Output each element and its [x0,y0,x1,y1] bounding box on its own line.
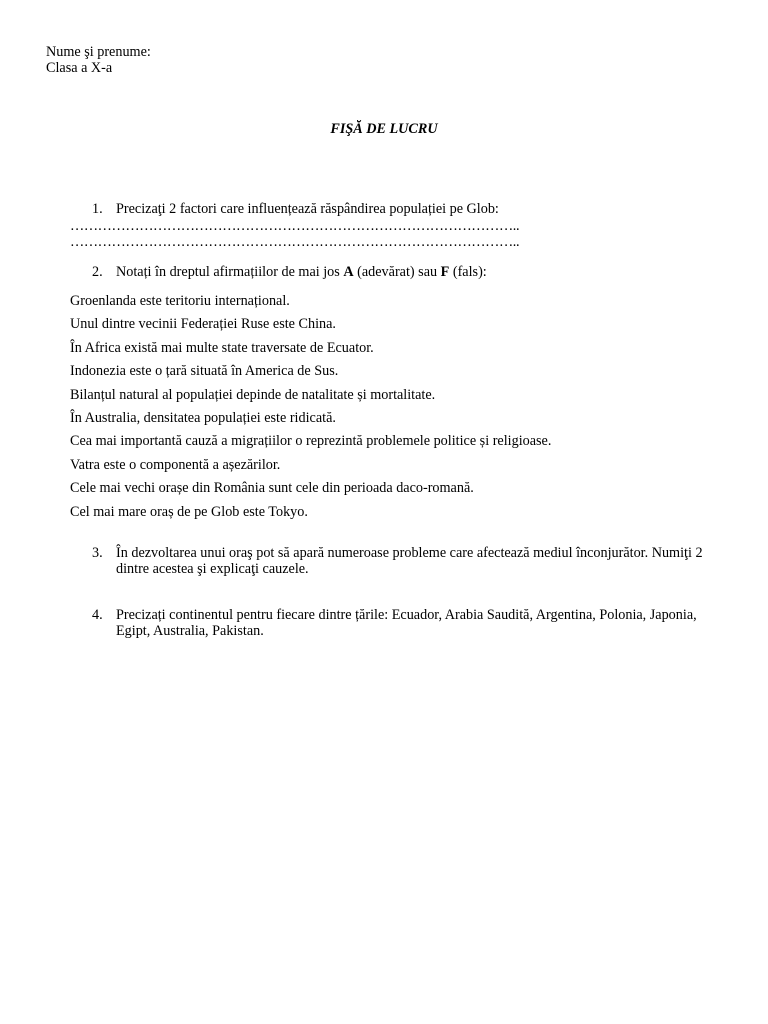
statement-item: În Africa există mai multe state traversate de Ecuator. [70,339,374,356]
question-2-text-after: (fals): [449,264,487,280]
statement-item: Bilanțul natural al populației depinde de natalitate și mortalitate. [70,386,436,403]
statement-item: Indonezia este o țară situată în America de Sus. [70,363,339,380]
question-4-text: Precizați continentul pentru fiecare dintre țările: Ecuador, Arabia Saudită, Argentina, Polonia, Japonia, Egipt, Australia, Pakistan. [116,607,697,639]
student-header [46,44,151,76]
question-3 [92,545,712,577]
question-3-text: În dezvoltarea unui oraş pot să apară numeroase probleme care afectează mediul înconjurător. Numiţi 2 dintre acestea şi explicaţi cauzele. [116,545,703,577]
question-1 [92,201,712,217]
statement-item: Cea mai importantă cauză a migrațiilor o reprezintă problemele politice și religioase. [70,433,552,450]
question-4-number: 4. [92,607,103,623]
question-2-text-middle: (adevărat) sau [353,264,441,280]
statement-item: Unul dintre vecinii Federației Ruse este China. [70,316,336,333]
question-3-number: 3. [92,545,103,561]
worksheet-title: FIŞĂ DE LUCRU [330,121,438,137]
question-2-number: 2. [92,264,103,280]
statement-item: În Australia, densitatea populației este ridicată. [70,409,336,426]
question-4 [92,607,712,639]
statement-item: Groenlanda este teritoriu internațional. [70,293,290,309]
question-2-text [116,264,712,280]
statement-list [70,293,551,527]
statement-item: Vatra este o componentă a așezărilor. [70,456,281,473]
question-1-text: Precizaţi 2 factori care influențează răspândirea populației pe Glob: [116,201,499,217]
false-marker: F [440,264,450,280]
name-line: Nume şi prenume: [46,44,151,60]
question-1-number: 1. [92,201,103,217]
true-marker: A [343,264,354,280]
statement-item: Cele mai vechi orașe din România sunt cele din perioada daco-romană. [70,480,474,497]
statement-item: Cel mai mare oraș de pe Glob este Tokyo. [70,503,308,520]
answer-dots-line-1: …………………………………………………………………………………….. [70,218,520,234]
answer-dots-line-2: …………………………………………………………………………………….. [70,234,520,250]
class-line: Clasa a X-a [46,60,113,76]
question-2 [92,264,712,280]
question-2-text-before: Notați în dreptul afirmațiilor de mai jos [116,264,344,280]
